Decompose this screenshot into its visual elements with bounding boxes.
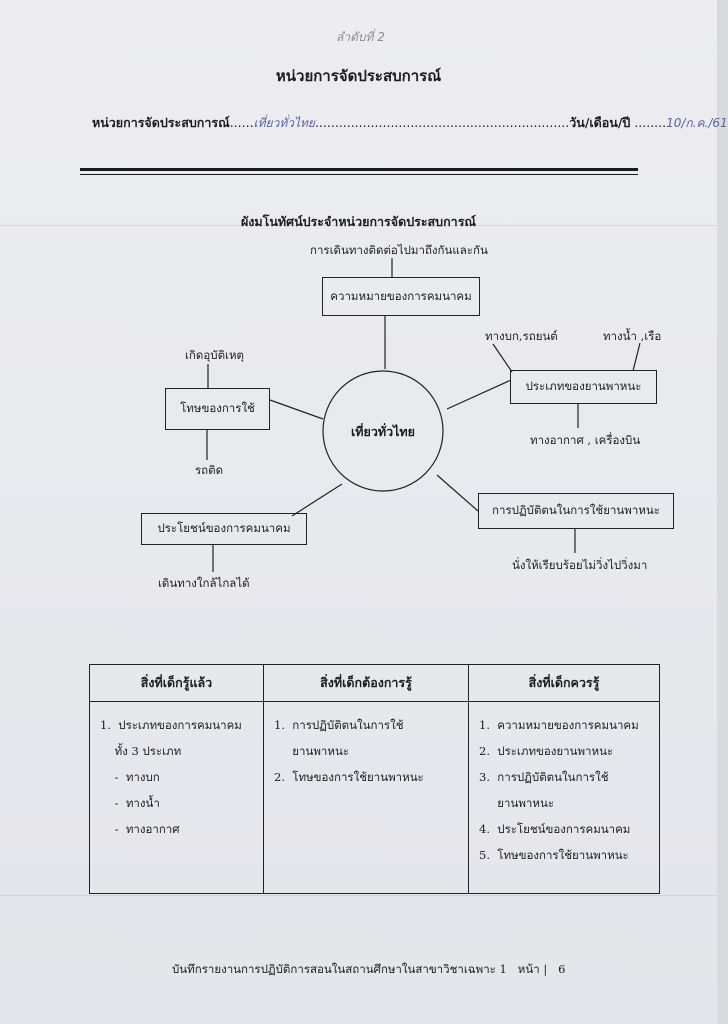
practice-note: นั่งให้เรียบร้อยไม่วิ่งไปวิ่งมา xyxy=(512,558,648,572)
types-water-connector xyxy=(633,343,640,371)
list-item: 1. การปฏิบัติตนในการใช้ xyxy=(274,718,404,732)
page-title: หน่วยการจัดประสบการณ์ xyxy=(275,67,442,85)
types-water-note: ทางน้ำ ,เรือ xyxy=(603,329,662,343)
center-types-connector xyxy=(447,380,511,409)
list-item: 4. ประโยชน์ของการคมนาคม xyxy=(479,822,631,836)
center-topic: เที่ยวทั่วไทย xyxy=(351,424,415,439)
practice-box: การปฏิบัติตนในการใช้ยานพาหนะ xyxy=(478,493,674,529)
center-practice-connector xyxy=(437,475,478,511)
knowledge-table xyxy=(89,664,660,894)
list-item: 5. โทษของการใช้ยานพาหนะ xyxy=(479,848,629,862)
harm-accident-note: เกิดอุบัติเหตุ xyxy=(185,348,245,362)
harm-traffic-note: รถติด xyxy=(195,463,224,477)
date-value: 10/ก.ค./61 xyxy=(666,116,728,130)
page-footer: บันทึกรายงานการปฏิบัติการสอนในสถานศึกษาในสาขาวิชาเฉพาะ 1 หน้า | 6 xyxy=(172,962,566,976)
mindmap-title: ผังมโนทัศน์ประจำหน่วยการจัดประสบการณ์ xyxy=(240,214,477,229)
list-item: - ทางน้ำ xyxy=(100,796,160,810)
center-benefit-connector xyxy=(292,484,342,516)
center-harm-connector xyxy=(270,400,323,419)
harm-box: โทษของการใช้ xyxy=(165,388,270,430)
list-item: ยานพาหนะ xyxy=(274,744,349,758)
table-header-want: สิ่งที่เด็กต้องการรู้ xyxy=(264,665,469,702)
meaning-note: การเดินทางติดต่อไปมาถึงกันและกัน xyxy=(310,243,488,257)
vehicle-types-box: ประเภทของยานพาหนะ xyxy=(510,370,657,404)
page-sequence-note: ลำดับที่ 2 xyxy=(336,30,385,44)
list-item: - ทางบก xyxy=(100,770,160,784)
list-item: - ทางอากาศ xyxy=(100,822,180,836)
meaning-box: ความหมายของการคมนาคม xyxy=(322,277,480,316)
list-item: 1. ความหมายของการคมนาคม xyxy=(479,718,639,732)
table-header-should: สิ่งที่เด็กควรรู้ xyxy=(469,665,660,702)
list-item: ทั้ง 3 ประเภท xyxy=(100,744,182,758)
types-land-connector xyxy=(493,344,512,372)
list-item: 1. ประเภทของการคมนาคม xyxy=(100,718,242,732)
unit-value: เที่ยวทั่วไทย xyxy=(253,116,315,130)
date-label: วัน/เดือน/ปี xyxy=(569,115,631,130)
benefit-box: ประโยชน์ของการคมนาคม xyxy=(141,513,307,545)
list-item: 2. ประเภทของยานพาหนะ xyxy=(479,744,614,758)
types-air-note: ทางอากาศ , เครื่องบิน xyxy=(530,433,641,447)
types-land-note: ทางบก,รถยนต์ xyxy=(485,329,558,343)
unit-label: หน่วยการจัดประสบการณ์ xyxy=(92,115,230,130)
table-header-known: สิ่งที่เด็กรู้แล้ว xyxy=(90,665,264,702)
known-cell xyxy=(90,702,264,894)
list-item: ยานพาหนะ xyxy=(479,796,554,810)
list-item: 3. การปฏิบัติตนในการใช้ xyxy=(479,770,609,784)
list-item: 2. โทษของการใช้ยานพาหนะ xyxy=(274,770,424,784)
should-cell xyxy=(469,702,660,894)
unit-info-row: หน่วยการจัดประสบการณ์......เที่ยวทั่วไทย................................................................วัน/เดือน/ปี ........10/ก.ค./61 xyxy=(92,115,728,130)
want-cell xyxy=(264,702,469,894)
benefit-note: เดินทางใกล้ไกลได้ xyxy=(158,576,250,590)
